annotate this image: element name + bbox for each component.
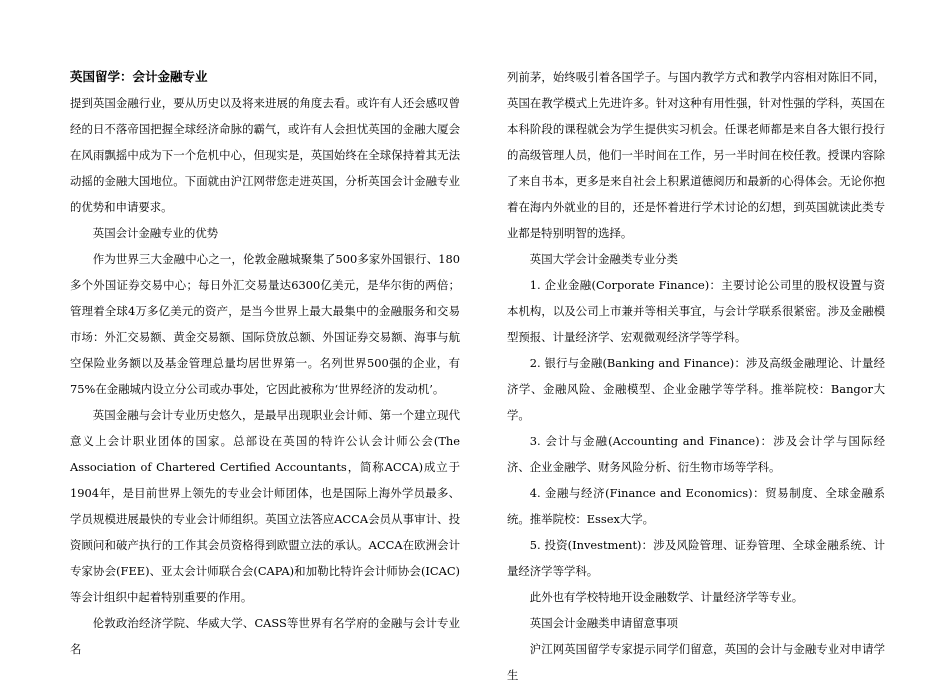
paragraph-universities: 伦敦政治经济学院、华威大学、CASS等世界有名学府的金融与会计专业名 [70, 616, 460, 656]
section-heading-application: 英国会计金融类申请留意事项 [529, 616, 678, 630]
intro-paragraph: 提到英国金融行业，要从历史以及将来进展的角度去看。或许有人还会感叹曾经的日不落帝国把握全球经济命脉的霸气，或许有人会担忧英国的金融大厦会在风雨飘摇中成为下一个危机中心，但现实是，英国始终在全球保持着其无法动摇的金融大国地位。下面就由沪江网带您走进英国，分析英国会计金融专业的优势和申请要求。 [70, 96, 460, 214]
category-item: 1. 企业金融(Corporate Finance)：主要讨论公司里的股权设置与资本机构，以及公司上市兼并等相关事宜，与会计学联系很紧密。涉及金融模型预报、计量经济学、宏观微观经济学等学科。 [507, 278, 885, 344]
category-item: 4. 金融与经济(Finance and Economics)：贸易制度、全球金融系统。推举院校：Essex大学。 [507, 486, 885, 526]
category-item: 5. 投资(Investment)：涉及风险管理、证券管理、全球金融系统、计量经济学等学科。 [507, 538, 885, 578]
article-title: 英国留学：会计金融专业 [70, 69, 208, 84]
section-heading-advantages: 英国会计金融专业的优势 [92, 226, 219, 240]
section-heading-categories: 英国大学会计金融类专业分类 [529, 252, 678, 266]
paragraph-continued: 列前茅，始终吸引着各国学子。与国内教学方式和教学内容相对陈旧不同，英国在教学模式上先进许多。针对这种有用性强，针对性强的学科，英国在本科阶段的课程就会为学生提供实习机会。任课老师都是来自各大银行投行的高级管理人员，他们一半时间在工作，另一半时间在校任教。授课内容除了来自书本，更多是来自社会上积累道德阅历和最新的心得体会。无论你抱着在海内外就业的目的，还是怀着进行学术讨论的幻想，到英国就读此类专业都是特别明智的选择。 [507, 70, 885, 240]
note-paragraph: 此外也有学校特地开设金融数学、计量经济学等专业。 [529, 590, 804, 604]
paragraph-acca-history: 英国金融与会计专业历史悠久，是最早出现职业会计师、第一个建立现代意义上会计职业团体的国家。总部设在英国的特许公认会计师公会(The Association of Chartered Certified Accountants，简称ACCA)成立于1904年，是目前世界上领先的专业会计师团体，也是国际上海外学员最多、学员规模进展最快的专业会计师组织。英国立法答应ACCA会员从事审计、投资顾问和破产执行的工作其会员资格得到欧盟立法的承认。ACCA在欧洲会计专家协会(FEE)、亚太会计师联合会(CAPA)和加勒比特许会计师协会(ICAC)等会计组织中起着特别重要的作用。 [70, 408, 460, 604]
left-column [70, 64, 460, 662]
category-item: 3. 会计与金融(Accounting and Finance)：涉及会计学与国际经济、企业金融学、财务风险分析、衍生物市场等学科。 [507, 434, 885, 474]
paragraph-application: 沪江网英国留学专家提示同学们留意，英国的会计与金融专业对申请学生 [507, 642, 885, 682]
category-item: 2. 银行与金融(Banking and Finance)：涉及高级金融理论、计量经济学、金融风险、金融模型、企业金融学等学科。推举院校：Bangor大学。 [507, 356, 885, 422]
paragraph-london-finance: 作为世界三大金融中心之一，伦敦金融城聚集了500多家外国银行、180多个外国证券交易中心；每日外汇交易量达6300亿美元，是华尔街的两倍；管理着全球4万多亿美元的资产，是当今世界上最大最集中的金融服务和交易市场：外汇交易额、黄金交易额、国际贷放总额、外国证券交易额、海事与航空保险业务额以及基金管理总量均居世界第一。名列世界500强的企业，有75%在金融城内设立分公司或办事处，它因此被称为‘世界经济的发动机’。 [70, 252, 460, 396]
right-column [507, 64, 885, 688]
